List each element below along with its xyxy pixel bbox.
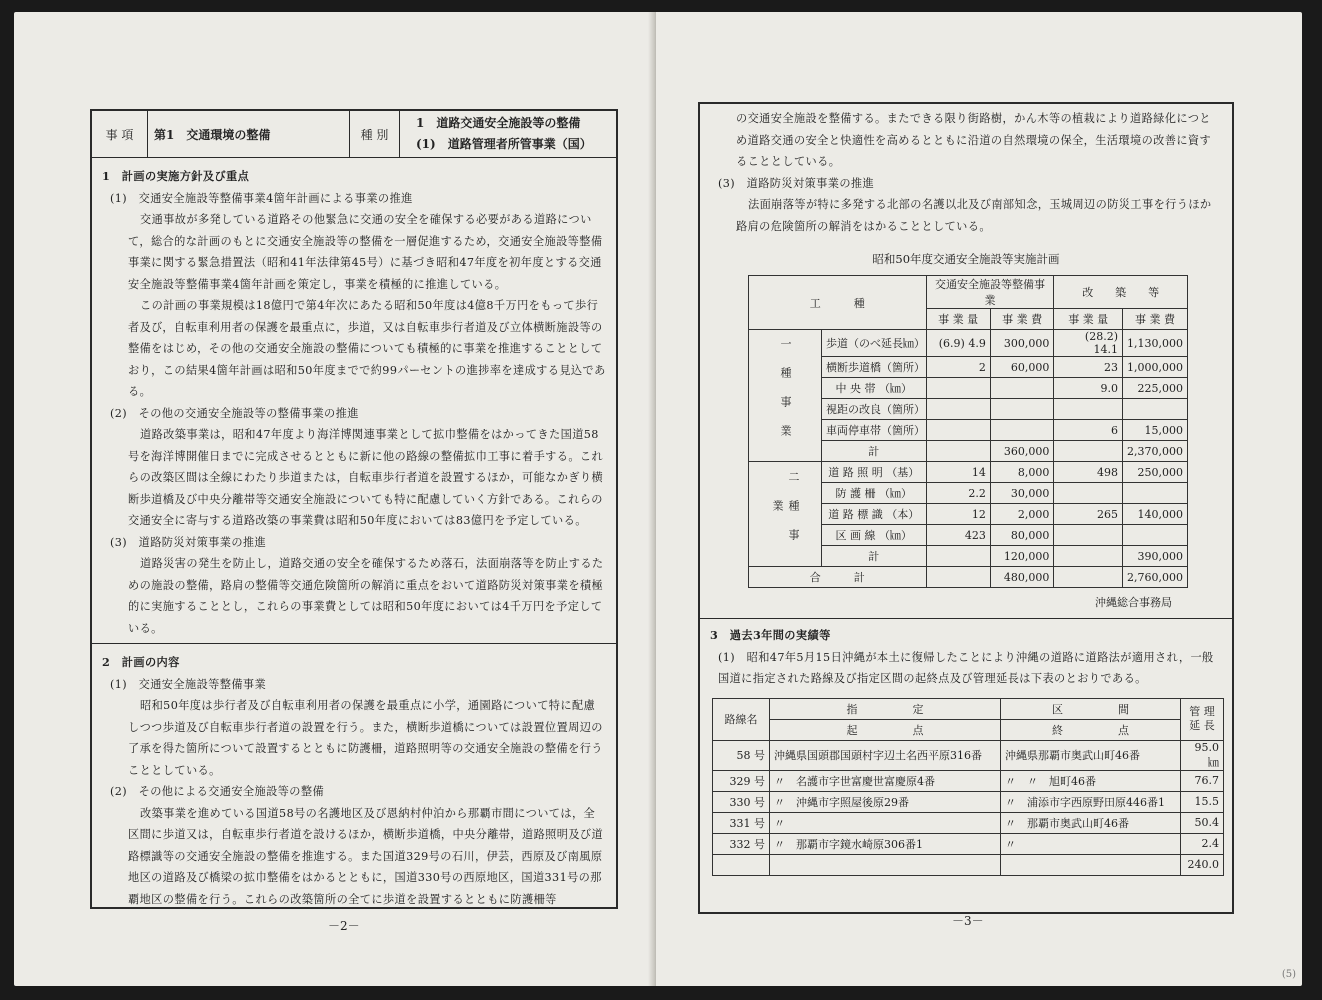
table-row	[713, 812, 1224, 833]
t2-h-route: 路線名	[713, 698, 770, 740]
type1-name: 中 央 帯 （㎞）	[822, 378, 927, 399]
type2-c2: 390,000	[1122, 546, 1187, 567]
type2-name: 区 画 線 （㎞）	[822, 525, 927, 546]
type1-c1	[990, 378, 1054, 399]
t1-total-label: 合 計	[749, 567, 927, 588]
route-end: 〃 那覇市奥武山町46番	[1001, 812, 1181, 833]
type2-c2	[1122, 483, 1187, 504]
type1-q1	[926, 441, 990, 462]
route-len: 95.0㎞	[1181, 740, 1224, 770]
section1-title: 1 計画の実施方針及び重点	[102, 169, 250, 183]
type1-c1	[990, 399, 1054, 420]
s3-p1: (1) 昭和47年5月15日沖縄が本土に復帰したことにより沖縄の道路に道路法が適用され，一般国道に指定された路線及び指定区間の起終点及び管理延長は下表のとおりである。	[718, 650, 1214, 685]
route-start: 〃	[770, 812, 1001, 833]
t2-h-kiten: 起 点	[770, 719, 1001, 740]
t1-h-cost1: 事 業 費	[990, 309, 1054, 330]
route-end: 〃 浦添市字西原野田原446番1	[1001, 791, 1181, 812]
type1-q1	[926, 420, 990, 441]
type2-c1: 8,000	[990, 462, 1054, 483]
route-route: 332 号	[713, 833, 770, 854]
type2-q2: 498	[1054, 462, 1123, 483]
r-p3: 法面崩落等が特に多発する北部の名護以北及び南部知念，玉城周辺の防災工事を行うほか路肩の危険箇所の解消をはかることとしている。	[736, 198, 1212, 233]
route-end: 〃 〃 旭町46番	[1001, 770, 1181, 791]
type1-name: 歩道（のべ延長㎞）	[822, 330, 927, 357]
t1-h-group1: 交通安全施設等整備事業	[926, 276, 1054, 309]
s1-p4: 道路災害の発生を防止し，道路交通の安全を確保するため落石，法面崩落等を防止するための施設の整備，路肩の整備等交通危険箇所の解消に重点をおいて道路防災対策事業を積極的に実施することとし，これらの事業費としては昭和50年度においては4千万円を予定している。	[128, 557, 604, 635]
table-row	[749, 330, 1188, 357]
shubetsu-value	[400, 111, 616, 157]
type1-q2: 9.0	[1054, 378, 1123, 399]
right-page-number: －3－	[952, 914, 984, 928]
type2-category: 二種事業	[749, 462, 822, 567]
type1-q1: 2	[926, 357, 990, 378]
type1-c2: 15,000	[1122, 420, 1187, 441]
t2-h-shitei: 指 定	[770, 698, 1001, 719]
type2-c2: 140,000	[1122, 504, 1187, 525]
s1-sub2: (2) その他の交通安全施設等の整備事業の推進	[110, 406, 359, 420]
type2-c2: 250,000	[1122, 462, 1187, 483]
r-p-cont: の交通安全施設を整備する。またできる限り街路樹，かん木等の植栽により道路緑化につとめ道路交通の安全と快適性を高めるとともに沿道の自然環境の保全，生活環境の改善に資することとしている。	[736, 112, 1212, 168]
section2-title: 2 計画の内容	[102, 655, 180, 669]
s2-sub2: (2) その他による交通安全施設等の整備	[110, 785, 325, 798]
t1-h-cost2: 事 業 費	[1122, 309, 1187, 330]
route-start: 沖縄県国頭郡国頭村字辺土名西平原316番	[770, 740, 1001, 770]
implementation-plan-table	[748, 275, 1188, 588]
type1-c1: 60,000	[990, 357, 1054, 378]
type1-name: 横断歩道橋（箇所）	[822, 357, 927, 378]
type2-c1: 30,000	[990, 483, 1054, 504]
type1-c1: 300,000	[990, 330, 1054, 357]
t2-h-shuten: 終 点	[1001, 719, 1181, 740]
right-continuation	[700, 104, 1232, 241]
t1-source: 沖縄総合事務局	[1095, 596, 1172, 609]
left-page	[14, 12, 654, 986]
route-len: 240.0	[1181, 854, 1224, 875]
s1-p3: 道路改築事業は，昭和47年度より海洋博関連事業として拡巾整備をはかってきた国道58号を海洋博開催日までに完成させるとともに新に他の路線の整備拡巾工事に着手する。これらの改築区間は全線にわたり歩道または，自転車歩行者道を設置するほか，可能なかぎり横断歩道橋及び中央分離帯等交通安全施設についても特に配慮していく方針である。これらの交通安全に寄与する道路改築の事業費は昭和50年度においては83億円を予定している。	[128, 428, 604, 527]
s2-sub1: (1) 交通安全施設等整備事業	[110, 677, 267, 691]
type2-q2	[1054, 546, 1123, 567]
type1-c2: 225,000	[1122, 378, 1187, 399]
type1-category: 一種事業	[749, 330, 822, 462]
type1-q2: 6	[1054, 420, 1123, 441]
type2-q1: 12	[926, 504, 990, 525]
shubetsu-line2: (1) 道路管理者所管事業（国）	[416, 137, 592, 151]
table-row	[713, 791, 1224, 812]
type2-q1: 14	[926, 462, 990, 483]
route-len: 2.4	[1181, 833, 1224, 854]
r-sub3: (3) 道路防災対策事業の推進	[718, 176, 875, 190]
type2-name: 計	[822, 546, 927, 567]
type1-c2: 2,370,000	[1122, 441, 1187, 462]
t1-h-qty2: 事 業 量	[1054, 309, 1123, 330]
type1-name: 車両停車帯（箇所）	[822, 420, 927, 441]
table-row	[713, 740, 1224, 770]
type1-name: 計	[822, 441, 927, 462]
type2-q1: 423	[926, 525, 990, 546]
type1-q1: (6.9) 4.9	[926, 330, 990, 357]
table-row	[749, 462, 1188, 483]
type1-q1	[926, 378, 990, 399]
type1-q2: 23	[1054, 357, 1123, 378]
type2-q2	[1054, 525, 1123, 546]
route-table	[712, 698, 1224, 876]
table-row	[713, 770, 1224, 791]
t1-total-c2: 2,760,000	[1122, 567, 1187, 588]
route-route: 331 号	[713, 812, 770, 833]
type1-q2: (28.2) 14.1	[1054, 330, 1123, 357]
t1-h-group2: 改 築 等	[1054, 276, 1188, 309]
s1-sub1: (1) 交通安全施設等整備事業4箇年計画による事業の推進	[110, 191, 413, 205]
shubetsu-label: 種 別	[350, 111, 400, 157]
shubetsu-line1: 1 道路交通安全施設等の整備	[416, 116, 581, 130]
section-1	[92, 158, 616, 643]
right-page	[656, 12, 1302, 986]
type2-q1: 2.2	[926, 483, 990, 504]
table-row	[713, 854, 1224, 875]
right-frame	[698, 102, 1234, 914]
section-3	[700, 619, 1232, 694]
type1-c2	[1122, 399, 1187, 420]
route-start	[770, 854, 1001, 875]
route-start: 〃 沖縄市字照屋後原29番	[770, 791, 1001, 812]
route-route: 329 号	[713, 770, 770, 791]
jikou-label: 事 項	[92, 111, 148, 157]
t1-h-qty1: 事 業 量	[926, 309, 990, 330]
t1-h-kou: 工 種	[749, 276, 927, 330]
route-len: 15.5	[1181, 791, 1224, 812]
corner-mark: (5)	[1281, 969, 1296, 980]
jikou-value: 第1 交通環境の整備	[148, 111, 350, 157]
route-len: 76.7	[1181, 770, 1224, 791]
type2-c1: 2,000	[990, 504, 1054, 525]
type1-c2: 1,130,000	[1122, 330, 1187, 357]
type1-q1	[926, 399, 990, 420]
t2-h-kukan: 区 間	[1001, 698, 1181, 719]
s2-p2: 改築事業を進めている国道58号の名護地区及び恩納村仲泊から那覇市間については，全区間に歩道又は，自転車歩行者道を設けるほか，横断歩道橋，中央分離帯，道路照明及び道路標識等の交通安全施設の整備を推進する。また国道329号の石川，伊芸，西原及び南風原地区の道路及び橋梁の拡巾整備をはかるとともに，国道330号の西原地区，国道331号の那覇地区の整備を行う。これらの改築箇所の全てに歩道を設置するとともに防護柵等	[128, 806, 604, 906]
type2-q1	[926, 546, 990, 567]
type2-q2: 265	[1054, 504, 1123, 525]
s1-p1: 交通事故が多発している道路その他緊急に交通の安全を確保する必要がある道路について，総合的な計画のもとに交通安全施設等の整備を一層促進するため，交通安全施設等整備事業に関する緊急措置法（昭和41年法律第45号）に基づき昭和47年度を初年度とする交通安全施設等整備事業4箇年計画を策定し，事業を積極的に推進している。	[128, 213, 603, 291]
t1-total-c1: 480,000	[990, 567, 1054, 588]
type2-name: 道 路 標 識 （本）	[822, 504, 927, 525]
table-row	[713, 833, 1224, 854]
header-row	[92, 111, 616, 158]
route-route	[713, 854, 770, 875]
route-route: 330 号	[713, 791, 770, 812]
type2-name: 道 路 照 明 （基）	[822, 462, 927, 483]
route-len: 50.4	[1181, 812, 1224, 833]
route-route: 58 号	[713, 740, 770, 770]
type2-c1: 80,000	[990, 525, 1054, 546]
s1-p2: この計画の事業規模は18億円で第4年次にあたる昭和50年度は4億8千万円をもって歩行者及び，自転車利用者の保護を最重点に，歩道，又は自転車歩行者道及び立体横断施設等の整備をはじめ，その他の交通安全施設の整備についても積極的に事業を推進することとしており，この結果4箇年計画は昭和50年度までで約99パーセントの進捗率を達成する見込である。	[128, 299, 606, 398]
type1-c1: 360,000	[990, 441, 1054, 462]
t2-h-len: 管 理 延 長	[1181, 698, 1224, 740]
s2-p1: 昭和50年度は歩行者及び自転車利用者の保護を最重点に小学，通園路について特に配慮しつつ歩道及び自転車歩行者道の設置を行う。また，横断歩道橋については設置位置周辺の了承を得た箇所について設置するとともに防護柵，道路照明等の交通安全施設の整備を行うこととしている。	[128, 699, 603, 777]
type2-name: 防 護 柵 （㎞）	[822, 483, 927, 504]
type1-name: 視距の改良（箇所）	[822, 399, 927, 420]
left-page-number: －2－	[328, 919, 360, 933]
section3-title: 3 過去3年間の実績等	[710, 628, 831, 642]
route-start: 〃 名護市字世富慶世富慶原4番	[770, 770, 1001, 791]
section-2	[92, 644, 616, 914]
type2-c2	[1122, 525, 1187, 546]
type1-c1	[990, 420, 1054, 441]
route-end: 〃	[1001, 833, 1181, 854]
route-end: 沖縄県那覇市奥武山町46番	[1001, 740, 1181, 770]
type1-c2: 1,000,000	[1122, 357, 1187, 378]
type2-c1: 120,000	[990, 546, 1054, 567]
route-end	[1001, 854, 1181, 875]
s1-sub3: (3) 道路防災対策事業の推進	[110, 535, 267, 549]
route-start: 〃 那覇市字鏡水崎原306番1	[770, 833, 1001, 854]
left-frame	[90, 109, 618, 909]
type2-q2	[1054, 483, 1123, 504]
type1-q2	[1054, 399, 1123, 420]
type1-q2	[1054, 441, 1123, 462]
table1-title: 昭和50年度交通安全施設等実施計画	[872, 252, 1060, 266]
